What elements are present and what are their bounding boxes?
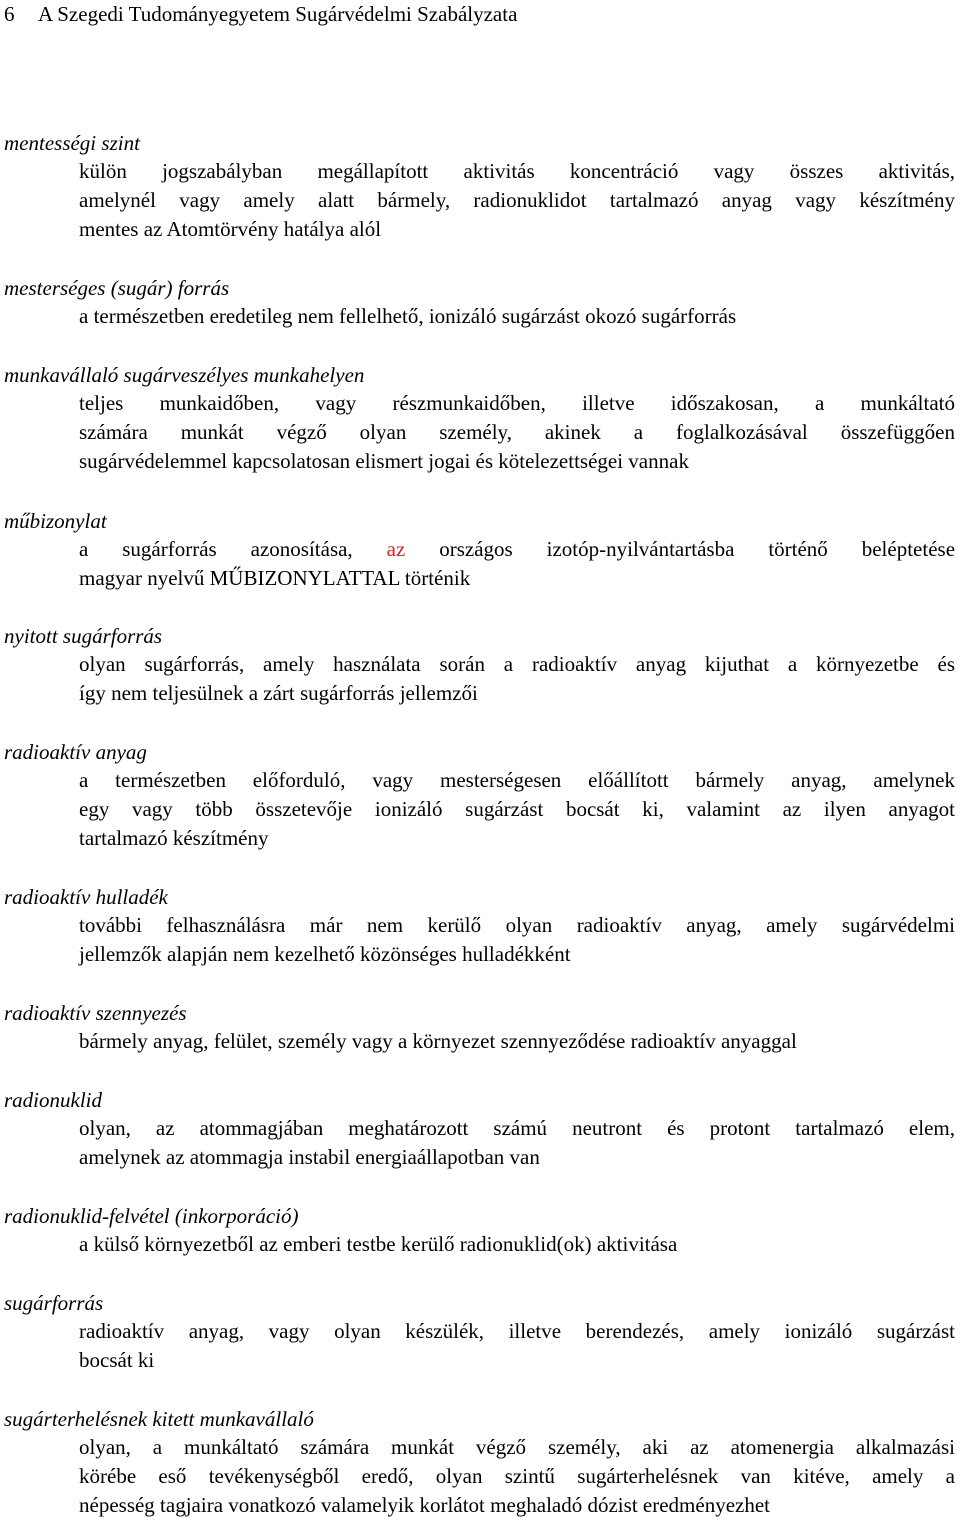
- definition-line: számára munkát végző olyan személy, akinek a foglalkozásával összefüggően: [79, 420, 955, 444]
- definition-entry: [0, 738, 960, 853]
- definition-line: mentes az Atomtörvény hatálya alól: [79, 217, 382, 241]
- definition-line: népesség tagjaira vonatkozó valamelyik korlátot meghaladó dózist eredményezhet: [79, 1493, 770, 1517]
- definition-text: [79, 157, 955, 244]
- term-heading: radioaktív anyag: [4, 740, 147, 764]
- definition-line: olyan, az atommagjában meghatározott számú neutront és protont tartalmazó elem,: [79, 1116, 955, 1140]
- term-heading: sugárterhelésnek kitett munkavállaló: [4, 1407, 314, 1431]
- definition-text: [79, 389, 955, 476]
- definition-entry: [0, 999, 960, 1056]
- definition-entry: [0, 622, 960, 708]
- definition-entry: [0, 1289, 960, 1375]
- definition-line: tartalmazó készítmény: [79, 826, 269, 850]
- definition-line: bocsát ki: [79, 1348, 155, 1372]
- definition-text: [79, 302, 955, 331]
- page-number: 6: [4, 2, 15, 26]
- definition-entry: [0, 1405, 960, 1520]
- definition-text: [79, 1114, 955, 1172]
- definition-line: olyan, a munkáltató számára munkát végző személy, aki az atomenergia alkalmazási: [79, 1435, 955, 1459]
- definition-text: [79, 1433, 955, 1520]
- term-heading: mentességi szint: [4, 131, 140, 155]
- definition-line: egy vagy több összetevője ionizáló sugárzást bocsát ki, valamint az ilyen anyagot: [79, 797, 955, 821]
- definition-line: körébe eső tevékenységből eredő, olyan szintű sugárterhelésnek van kitéve, amely a: [79, 1464, 955, 1488]
- term-heading: radioaktív szennyezés: [4, 1001, 187, 1025]
- definition-line: teljes munkaidőben, vagy részmunkaidőben, illetve időszakosan, a munkáltató: [79, 391, 955, 415]
- page-title: A Szegedi Tudományegyetem Sugárvédelmi Szabályzata: [38, 2, 518, 26]
- definition-line: radioaktív anyag, vagy olyan készülék, illetve berendezés, amely ionizáló sugárzást: [79, 1319, 955, 1343]
- definition-entry: [0, 883, 960, 969]
- definition-text: [79, 911, 955, 969]
- highlighted-word: az: [386, 537, 406, 561]
- definition-fragment: a sugárforrás azonosítása,: [79, 537, 353, 561]
- definition-line: a külső környezetből az emberi testbe kerülő radionuklid(ok) aktivitása: [79, 1232, 678, 1256]
- term-heading: munkavállaló sugárveszélyes munkahelyen: [4, 363, 365, 387]
- definition-text: [79, 535, 955, 593]
- definition-line: magyar nyelvű MŰBIZONYLATTAL történik: [79, 566, 471, 590]
- term-heading: műbizonylat: [4, 509, 107, 533]
- term-heading: radionuklid: [4, 1088, 102, 1112]
- definition-line: így nem teljesülnek a zárt sugárforrás jellemzői: [79, 681, 478, 705]
- definition-entry: [0, 1086, 960, 1172]
- term-heading: sugárforrás: [4, 1291, 104, 1315]
- definition-entry: [0, 507, 960, 593]
- definition-fragment: országos izotóp-nyilvántartásba történő beléptetése: [439, 537, 956, 561]
- definition-text: [79, 766, 955, 853]
- term-heading: mesterséges (sugár) forrás: [4, 276, 230, 300]
- definition-entry: [0, 361, 960, 476]
- term-heading: nyitott sugárforrás: [4, 624, 163, 648]
- definition-entry: [0, 129, 960, 244]
- page-header: [4, 0, 517, 28]
- definition-line: bármely anyag, felület, személy vagy a környezet szennyeződése radioaktív anyaggal: [79, 1029, 797, 1053]
- definition-line: [79, 535, 955, 564]
- definition-entry: [0, 1202, 960, 1259]
- term-heading: radionuklid-felvétel (inkorporáció): [4, 1204, 299, 1228]
- term-heading: radioaktív hulladék: [4, 885, 168, 909]
- definition-text: [79, 1230, 955, 1259]
- definition-line: a természetben előforduló, vagy mesterségesen előállított bármely anyag, amelynek: [79, 768, 955, 792]
- definition-line: külön jogszabályban megállapított aktivitás koncentráció vagy összes aktivitás,: [79, 159, 955, 183]
- definition-text: [79, 1027, 955, 1056]
- definition-text: [79, 1317, 955, 1375]
- definition-line: amelynél vagy amely alatt bármely, radionuklidot tartalmazó anyag vagy készítmény: [79, 188, 955, 212]
- definition-line: amelynek az atommagja instabil energiaállapotban van: [79, 1145, 540, 1169]
- definition-entry: [0, 274, 960, 331]
- definition-line: jellemzők alapján nem kezelhető közönséges hulladékként: [79, 942, 571, 966]
- definition-line: a természetben eredetileg nem fellelhető, ionizáló sugárzást okozó sugárforrás: [79, 304, 737, 328]
- definition-line: olyan sugárforrás, amely használata során a radioaktív anyag kijuthat a környezetbe és: [79, 652, 955, 676]
- definition-line: további felhasználásra már nem kerülő olyan radioaktív anyag, amely sugárvédelmi: [79, 913, 955, 937]
- definition-line: sugárvédelemmel kapcsolatosan elismert jogai és kötelezettségei vannak: [79, 449, 689, 473]
- definition-text: [79, 650, 955, 708]
